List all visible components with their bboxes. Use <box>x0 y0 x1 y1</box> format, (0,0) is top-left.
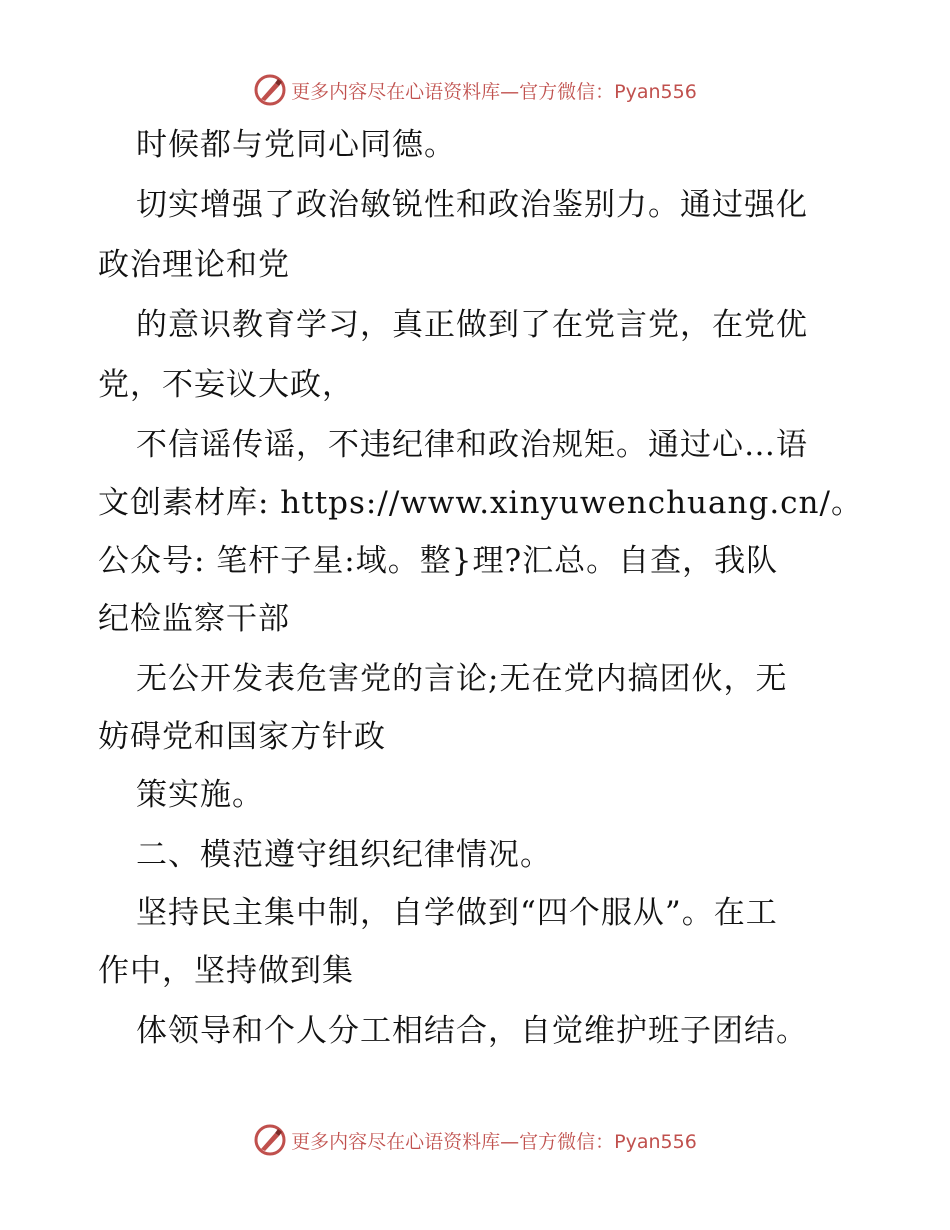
body-line: 公众号: 笔杆子星:域。整}理?汇总。自查，我队 <box>98 543 779 579</box>
header-banner-text: 更多内容尽在心语资料库—官方微信：Pyan556 <box>291 80 697 103</box>
body-line: 不信谣传谣，不违纪律和政治规矩。通过心…语 <box>136 427 808 463</box>
pen-logo-icon <box>253 73 287 107</box>
body-line: 坚持民主集中制，自学做到“四个服从”。在工 <box>136 895 778 931</box>
body-line: 无公开发表危害党的言论;无在党内搞团伙，无 <box>136 661 788 697</box>
pen-logo-icon <box>253 1123 287 1157</box>
body-line: 党，不妄议大政， <box>98 367 354 403</box>
body-line: 作中，坚持做到集 <box>98 953 354 989</box>
body-line: 文创素材库: https://www.xinyuwenchuang.cn/。 <box>98 485 863 521</box>
body-line: 妨碍党和国家方针政 <box>98 719 386 755</box>
body-line: 时候都与党同心同德。 <box>136 127 456 163</box>
body-line: 体领导和个人分工相结合，自觉维护班子团结。 <box>136 1013 808 1049</box>
section-heading: 二、模范遵守组织纪律情况。 <box>136 837 552 873</box>
header-banner <box>0 70 950 110</box>
body-line: 纪检监察干部 <box>98 601 290 637</box>
body-line: 切实增强了政治敏锐性和政治鉴别力。通过强化 <box>136 187 808 223</box>
footer-banner-text: 更多内容尽在心语资料库—官方微信：Pyan556 <box>291 1130 697 1153</box>
footer-banner <box>0 1120 950 1160</box>
body-line: 政治理论和党 <box>98 247 290 283</box>
body-line: 策实施。 <box>136 777 264 813</box>
body-line: 的意识教育学习，真正做到了在党言党，在党优 <box>136 307 808 343</box>
